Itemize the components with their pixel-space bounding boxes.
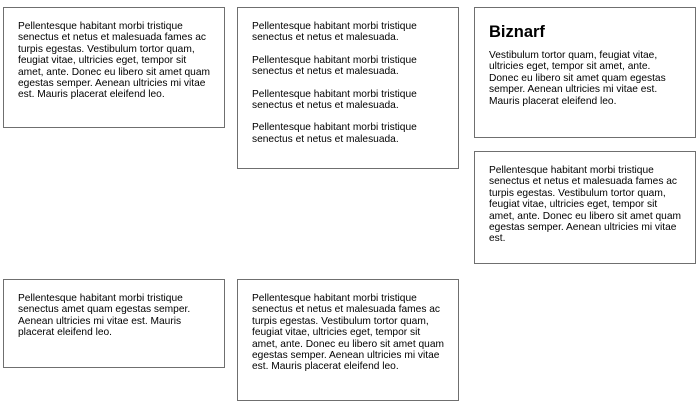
card-paragraph: Pellentesque habitant morbi tristique senectus et netus et malesuada.: [252, 54, 417, 78]
card-paragraph: Pellentesque habitant morbi tristique senectus et netus et malesuada.: [252, 21, 417, 44]
card-paragraph: Pellentesque habitant morbi tristique senectus amet quam egestas semper. Aenean ultricies mi vitae est. Mauris placerat eleifend leo.: [18, 293, 191, 339]
text-card-top-middle: [237, 7, 459, 169]
card-paragraph: Pellentesque habitant morbi tristique senectus et netus et malesuada fames ac turpis egestas. Vestibulum tortor quam, feugiat vitae, ultricies eget, tempor sit amet, ante. Donec eu libero sit amet quam egestas semper. Aenean ultricies mi vitae est. Mauris placerat eleifend leo.: [252, 293, 444, 373]
card-paragraph: Pellentesque habitant morbi tristique senectus et netus et malesuada fames ac turpis egestas. Vestibulum tortor quam, feugiat vitae, ultricies eget, tempor sit amet, ante. Donec eu libero sit amet quam egestas semper. Aenean ultricies mi vitae est. Mauris placerat eleifend leo.: [18, 21, 210, 101]
card-paragraph: Pellentesque habitant morbi tristique senectus et netus et malesuada.: [252, 88, 417, 112]
card-heading: Biznarf: [489, 23, 545, 41]
text-card-top-left: [3, 7, 225, 128]
card-paragraph: Pellentesque habitant morbi tristique senectus et netus et malesuada fames ac turpis egestas. Vestibulum tortor quam, feugiat vitae, ultricies eget, tempor sit amet, ante. Donec eu libero sit amet quam egestas semper. Aenean ultricies mi vitae est.: [489, 165, 681, 245]
text-card-bottom-left: [3, 279, 225, 368]
card-paragraph: Vestibulum tortor quam, feugiat vitae, ultricies eget, tempor sit amet, ante. Donec eu libero sit amet quam egestas semper. Aenean ultricies mi vitae est. Mauris placerat eleifend leo.: [489, 50, 666, 107]
card-paragraph: Pellentesque habitant morbi tristique senectus et netus et malesuada.: [252, 122, 417, 145]
text-card-bottom-middle: [237, 279, 459, 401]
text-card-top-right: [474, 7, 696, 138]
text-card-middle-right: [474, 151, 696, 264]
